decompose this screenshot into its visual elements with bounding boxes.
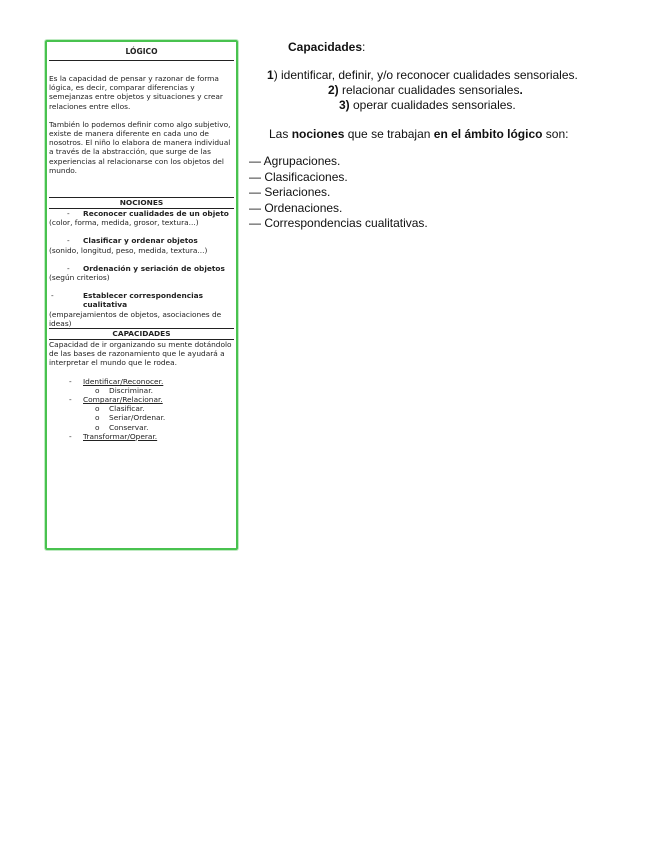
- nocion-desc: (sonido, longitud, peso, medida, textura...): [49, 245, 208, 255]
- nocion-list-item: — Agrupaciones.: [249, 154, 341, 168]
- list-item: [49, 377, 234, 386]
- list-dash: -: [67, 209, 70, 219]
- bullet-icon: o: [95, 413, 100, 423]
- card-content: [49, 43, 234, 546]
- capacidad-item: [267, 68, 578, 82]
- list-subitem-label: Seriar/Ordenar.: [109, 413, 166, 423]
- item-text: relacionar cualidades sensoriales: [338, 83, 520, 97]
- nocion-title: [49, 209, 234, 218]
- nocion-item: [49, 291, 234, 328]
- card-title: LÓGICO: [49, 43, 234, 61]
- list-dash: -: [67, 236, 70, 246]
- list-dash: -: [67, 263, 70, 273]
- capacidades-paragraph: Capacidad de ir organizando su mente dotándolo de las bases de razonamiento que le ayudará a interpretar el mundo que le rodea.: [49, 340, 232, 368]
- nocion-title-text: Establecer correspondencias cualitativa: [83, 291, 204, 310]
- intro-text: Las: [269, 127, 292, 141]
- nocion-desc: (según criterios): [49, 273, 110, 283]
- capacidades-heading: [288, 40, 365, 54]
- nociones-header: NOCIONES: [49, 197, 234, 209]
- nocion-item: [49, 264, 234, 282]
- nocion-desc: (emparejamientos de objetos, asociaciones de ideas): [49, 309, 222, 328]
- item-text: ) identificar, definir, y/o reconocer cualidades sensoriales.: [273, 68, 578, 82]
- list-item-label: Identificar/Reconocer.: [83, 376, 164, 386]
- list-item-label: Comparar/Relacionar.: [83, 395, 163, 405]
- list-subitem-label: Conservar.: [109, 422, 149, 432]
- heading-colon: :: [362, 40, 366, 54]
- list-subitem: [49, 413, 234, 422]
- nocion-list-item: — Correspondencias cualitativas.: [249, 216, 428, 230]
- item-number: 1: [267, 68, 274, 82]
- item-end: .: [519, 83, 523, 97]
- item-number: 2): [328, 83, 339, 97]
- capacidades-list: [49, 377, 234, 441]
- item-text: operar cualidades sensoriales.: [349, 98, 516, 112]
- nocion-desc: (color, forma, medida, grosor, textura...): [49, 218, 199, 228]
- bullet-icon: o: [95, 422, 100, 432]
- list-dash: -: [69, 431, 72, 441]
- nocion-title: [49, 264, 234, 273]
- intro-text: que se trabajan: [344, 127, 434, 141]
- item-number: 3): [339, 98, 350, 112]
- logico-card: [45, 40, 238, 550]
- definition-paragraph-2: También lo podemos definir como algo subjetivo, existe de manera diferente en cada uno de nosotros. El niño lo elabora de manera individual a través de la abstracción, que surge de las experiencias al relacionarse con los objetos del mundo.: [49, 119, 231, 175]
- nociones-intro: [269, 127, 568, 141]
- list-dash: -: [51, 291, 54, 301]
- nocion-list-item: — Seriaciones.: [249, 185, 331, 199]
- nocion-list-item: — Clasificaciones.: [249, 170, 348, 184]
- intro-bold: en el ámbito lógico: [433, 127, 543, 141]
- list-dash: -: [69, 395, 72, 405]
- nocion-title: [49, 236, 234, 245]
- capacidad-item: [339, 98, 516, 112]
- nocion-item: [49, 209, 234, 227]
- list-item-label: Transformar/Operar.: [83, 431, 158, 441]
- list-subitem: [49, 386, 234, 395]
- list-subitem: [49, 404, 234, 413]
- list-subitem: [49, 423, 234, 432]
- bullet-icon: o: [95, 385, 100, 395]
- nocion-title: [49, 291, 234, 309]
- list-item: [49, 432, 234, 441]
- nocion-title-text: Ordenación y seriación de objetos: [83, 263, 225, 273]
- definition-paragraph-1: Es la capacidad de pensar y razonar de forma lógica, es decir, comparar diferencias y semejanzas entre objetos y situaciones y crear relaciones entre ellos.: [49, 74, 223, 111]
- nocion-title-text: Reconocer cualidades de un objeto: [83, 209, 229, 219]
- list-subitem-label: Discriminar.: [109, 385, 153, 395]
- nocion-list-item: — Ordenaciones.: [249, 201, 343, 215]
- bullet-icon: o: [95, 404, 100, 414]
- intro-bold: nociones: [291, 127, 345, 141]
- list-dash: -: [69, 376, 72, 386]
- intro-text: son:: [542, 127, 569, 141]
- nocion-title-text: Clasificar y ordenar objetos: [83, 236, 198, 246]
- capacidades-heading-text: Capacidades: [288, 40, 363, 54]
- list-subitem-label: Clasificar.: [109, 404, 145, 414]
- nocion-item: [49, 236, 234, 254]
- capacidad-item: [328, 83, 523, 97]
- list-item: [49, 395, 234, 404]
- capacidades-header: CAPACIDADES: [49, 328, 234, 340]
